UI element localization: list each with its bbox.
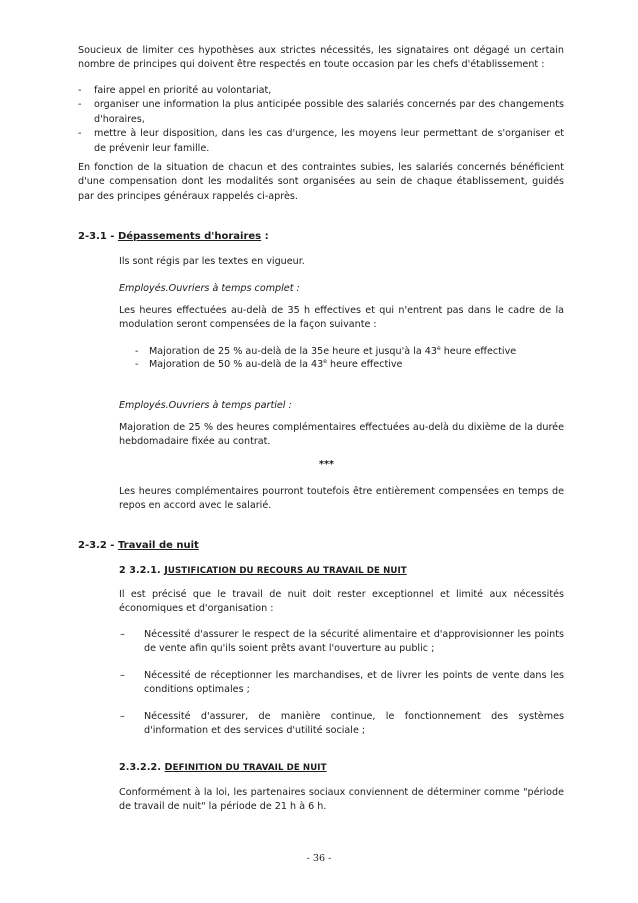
regulation-text: Ils sont régis par les textes en vigueur. (119, 256, 305, 267)
subsection-heading-2-3-2-1: 2 3.2.1. JUSTIFICATION DU RECOURS AU TRAVAIL DE NUIT (119, 565, 407, 576)
night-definition-paragraph: Conformément à la loi, les partenaires sociaux conviennent de déterminer comme "période de travail de nuit" la période de 21 h à 6 h. (119, 787, 564, 813)
section-heading-2-3-2: 2-3.2 - Travail de nuit (78, 540, 199, 551)
compensation-paragraph: En fonction de la situation de chacun et des contraintes subies, les salariés concernés bénéficient d'une compensation dont les modalités sont organisées au sein de chaque établissement, guidés par des principes généraux rappelés ci-après. (78, 162, 564, 202)
section-heading-2-3-1: 2-3.1 - Dépassements d'horaires : (78, 231, 269, 242)
category-part-time: Employés.Ouvriers à temps partiel : (119, 400, 292, 411)
list-item: – Nécessité d'assurer le respect de la sécurité alimentaire et d'approvisionner les points de vente afin qu'ils soient prêts avant l'ouverture au public ; (120, 629, 564, 655)
overtime-paragraph: Les heures effectuées au-delà de 35 h effectives et qui n'entrent pas dans le cadre de la modulation seront compensées de la façon suivante : (119, 305, 564, 331)
part-time-paragraph: Majoration de 25 % des heures complémentaires effectuées au-delà du dixième de la durée hebdomadaire fixée au contrat. (119, 422, 564, 448)
intro-paragraph: Soucieux de limiter ces hypothèses aux strictes nécessités, les signataires ont dégagé un certain nombre de principes qui doivent être respectés en toute occasion par les chefs d'établissement : (78, 45, 564, 71)
compensation-rest-paragraph: Les heures complémentaires pourront toutefois être entièrement compensées en temps de repos en accord avec le salarié. (119, 486, 564, 512)
list-item: – Nécessité d'assurer, de manière continue, le fonctionnement des systèmes d'information et des services d'utilité sociale ; (120, 711, 564, 737)
list-item: - Majoration de 50 % au-delà de la 43e heure effective (135, 358, 403, 370)
separator-stars: *** (319, 459, 335, 470)
list-item: - Majoration de 25 % au-delà de la 35e heure et jusqu'à la 43e heure effective (135, 345, 517, 357)
principles-list (78, 84, 564, 156)
list-item: – Nécessité de réceptionner les marchandises, et de livrer les points de vente dans les conditions optimales ; (120, 670, 564, 696)
category-full-time: Employés.Ouvriers à temps complet : (119, 283, 300, 294)
subsection-heading-2-3-2-2: 2.3.2.2. DEFINITION DU TRAVAIL DE NUIT (119, 762, 327, 773)
list-item: - mettre à leur disposition, dans les cas d'urgence, les moyens leur permettant de s'organiser et de prévenir leur famille. (78, 128, 564, 154)
night-work-paragraph: Il est précisé que le travail de nuit doit rester exceptionnel et limité aux nécessités économiques et d'organisation : (119, 589, 564, 615)
page-number: - 36 - (306, 853, 332, 864)
list-item: - organiser une information la plus anticipée possible des salariés concernés par des changements d'horaires, (78, 99, 564, 125)
list-item: - faire appel en priorité au volontariat, (78, 85, 272, 96)
